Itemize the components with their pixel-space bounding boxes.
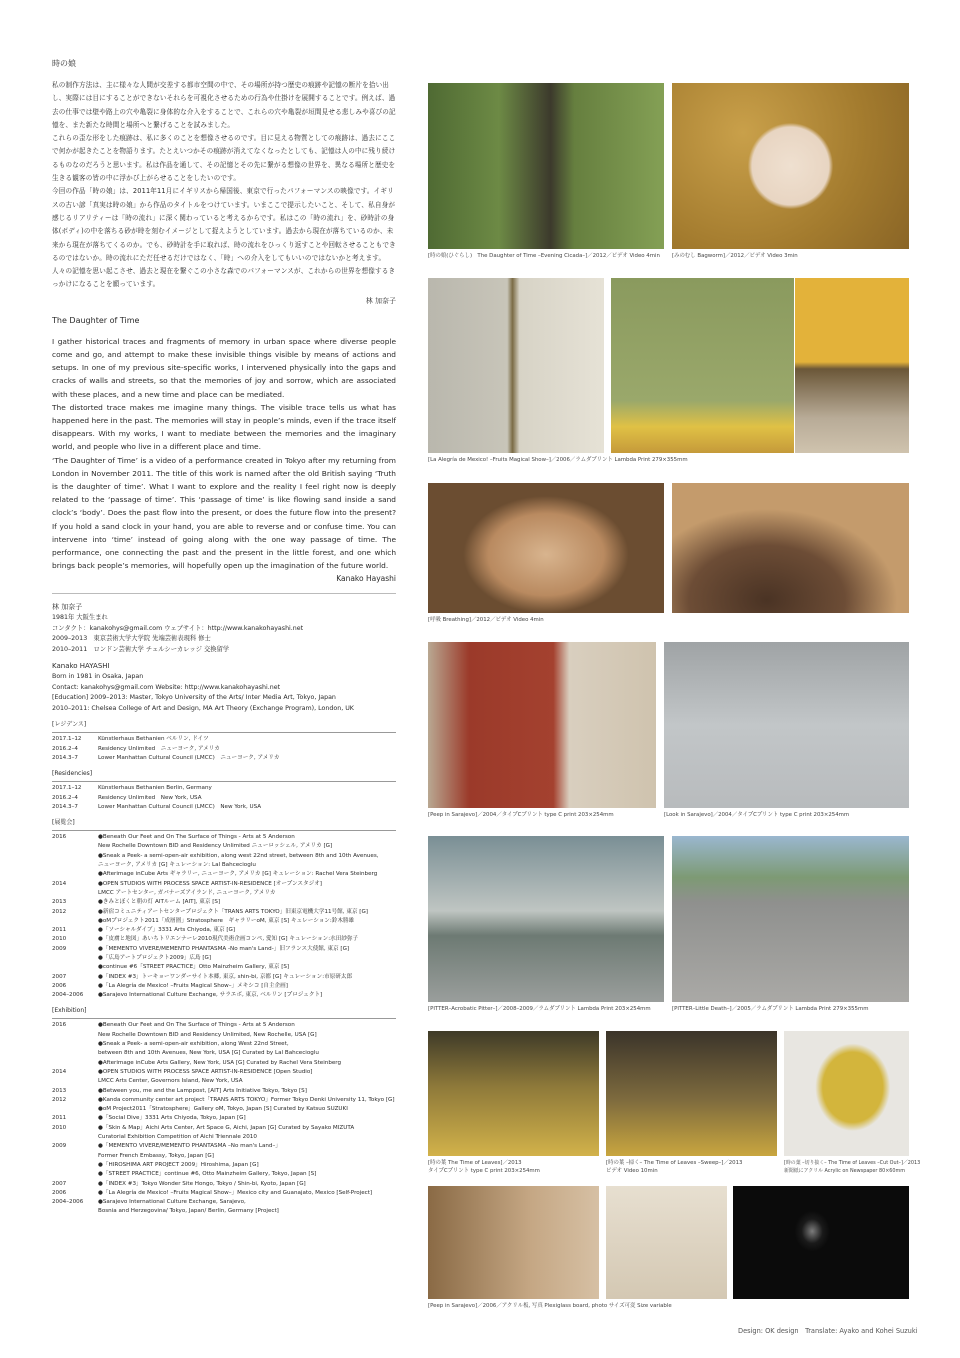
photo-fruits-2 <box>611 278 794 453</box>
cv-year: 2013 <box>52 899 67 906</box>
cv-year: 2014 <box>52 880 67 887</box>
cv-year <box>52 1161 98 1170</box>
cv-entry: ●「広島アートプロジェクト2009」広島 [G] <box>98 954 212 961</box>
cv-row <box>52 991 396 1000</box>
cv-row <box>52 1096 396 1105</box>
cv-year: 2009 <box>52 1143 67 1150</box>
bio-jp <box>52 602 396 655</box>
cv-row <box>52 917 396 926</box>
section-title: [Exhibition] <box>52 1007 87 1015</box>
cv-row <box>52 1124 396 1133</box>
cv-year <box>52 1105 98 1114</box>
cv-year: 2006 <box>52 1189 67 1196</box>
caption: [La Alegría de Mexico! –Fruits Magical Show–]／2006／ラムダプリント Lambda Print 279×355mm <box>428 457 688 463</box>
cv-row <box>52 945 396 954</box>
cv-entry: ●「La Alegría de Mexico! –Fruits Magical Show–」メキシコ [自主企画] <box>98 982 288 989</box>
bio-line: Contact: kanakohys@gmail.com Website: http://www.kanakohayashi.net <box>52 683 281 691</box>
divider <box>52 593 396 594</box>
cv-year <box>52 852 98 861</box>
cv-year <box>52 861 98 870</box>
photo-peep-installation-1 <box>428 1186 599 1299</box>
photo-fruits-1 <box>428 278 604 453</box>
cv-entry: LMCC Arts Center, Governors Island, New York, USA <box>98 1078 243 1085</box>
cv-row <box>52 1021 396 1030</box>
cv-entry: ●「皮膚と地図」あいちトリエンナーレ2010現代美術企画コンペ, 愛知 [G] キュレーション:水田紗弥子 <box>98 936 359 943</box>
cv-entry: ●新宿コミュニティアートセンタープロジェクト「TRANS ARTS TOKYO」旧東京電機大学11号館, 東京 [G] <box>98 908 368 915</box>
cv-entry: between 8th and 10th Avenues, New York, USA [G] Curated by Lal Bahcecioglu <box>98 1050 319 1057</box>
cv-year <box>52 889 98 898</box>
photo-peep-installation-3 <box>733 1186 909 1299</box>
cv-row <box>52 852 396 861</box>
en-statement <box>52 335 396 573</box>
photo-evening-cicada <box>428 83 664 249</box>
cv-entry: Former French Embassy, Tokyo, Japan [G] <box>98 1152 214 1159</box>
text-column <box>52 58 396 1217</box>
section-title: [レジデンス] <box>52 721 87 729</box>
cv-row <box>52 1207 396 1216</box>
cv-entry: ●「ソーシャルダイブ」3331 Arts Chiyoda, 東京 [G] <box>98 927 236 934</box>
photo-fruits-3 <box>795 278 909 453</box>
cv-year: 2013 <box>52 1087 67 1094</box>
bio-line: 1981年 大阪生まれ <box>52 614 108 621</box>
cv-entry: Curatorial Exhibition Competition of Aichi Triennale 2010 <box>98 1134 257 1141</box>
cv-entry: Residency Unlimited New York, USA <box>98 794 202 801</box>
cv-entry: ●「INDEX #3」Tokyo Wonder Site Hongo, Tokyo / Shin-bi, Kyoto, Japan [G] <box>98 1180 306 1187</box>
cv-entry: ●Sneak a Peek- a semi-open-air exhibition, along west 22nd street, between 8th and 10th Avenues, <box>98 852 379 859</box>
artist-name-en: Kanako HAYASHI <box>52 662 110 671</box>
cv-entry: ●Afterimage inCube Arts ギャラリー, ニューヨーク, アメリカ [G] キュレーション: Rachel Vera Steinberg <box>98 871 378 878</box>
en-title: The Daughter of Time <box>52 315 140 325</box>
cv-row <box>52 1198 396 1207</box>
photo-breathing-1 <box>428 483 664 613</box>
cv-row <box>52 926 396 935</box>
cv-entry: LMCC アートセンター, ガバナーズアイランド, ニューヨーク, アメリカ <box>98 889 276 896</box>
photo-little-death <box>672 836 909 1002</box>
cv-entry: New Rochelle Downtown BID and Residency Unlimited ニューロッシェル, アメリカ [G] <box>98 843 333 850</box>
cv-year <box>52 1133 98 1142</box>
photo-bagworm <box>672 83 909 249</box>
cv-entry: ●continue #6「STREET PRACTICE」Otto Mainzheim Gallery, 東京 [S] <box>98 964 290 971</box>
cv-entry: ●Kanda community center art project「TRANS ARTS TOKYO」Former Tokyo Denki University 11, Tokyo [G] <box>98 1096 395 1103</box>
cv-row <box>52 794 396 803</box>
cv-row <box>52 982 396 991</box>
caption: ビデオ Video 10min <box>606 1168 658 1174</box>
photo-look-sarajevo <box>664 642 909 808</box>
cv-entry: ●「STREET PRACTICE」continue #6, Otto Mainzheim Gallery, Tokyo, Japan [S] <box>98 1171 317 1178</box>
cv-row <box>52 889 396 898</box>
bio-line: 2009–2013 東京芸術大学大学院 先端芸術表現科 修士 <box>52 635 211 643</box>
cv-year: 2006 <box>52 982 67 989</box>
cv-year <box>52 1031 98 1040</box>
cv-row <box>52 1180 396 1189</box>
cv-year <box>52 1077 98 1086</box>
cv-row <box>52 1068 396 1077</box>
cv-year: 2011 <box>52 927 67 934</box>
cv-year: 2014 <box>52 1068 67 1075</box>
cv-entry: ●OPEN STUDIOS WITH PROCESS SPACE ARTIST-IN-RESIDENCE [オープンスタジオ] <box>98 880 322 887</box>
cv-year: 2014.3–7 <box>52 803 78 810</box>
section-title: [展覧会] <box>52 819 75 827</box>
cv-entry: ●oM Project2011「Stratosphere」Gallery oM, Tokyo, Japan [S] Curated by Katsuo SUZUKI <box>98 1106 348 1113</box>
cv-row <box>52 1114 396 1123</box>
cv-entry: Lower Manhattan Cultural Council (LMCC) New York, USA <box>98 803 262 810</box>
en-paragraph: The distorted trace makes me imagine many things. The visible trace tells us what has happened here in the past. The memories will stay in people’s minds, even if the trace itself disappears. With my works, I want to mediate between the memories and the imaginary world, and people who live in a different place and time. <box>52 402 396 452</box>
caption: [みのむし Bagworm]／2012／ビデオ Video 3min <box>672 253 798 259</box>
cv-row <box>52 1077 396 1086</box>
cv-year: 2011 <box>52 1115 67 1122</box>
photo-sweep <box>606 1031 777 1156</box>
bio-line: 2010–2011 ロンドン芸術大学 チェルシーカレッジ 交換留学 <box>52 645 230 653</box>
bio-line: 2010–2011: Chelsea College of Art and Design, MA Art Theory (Exchange Program), London, UK <box>52 704 354 712</box>
caption: [時の葉 –掃く– The Time of Leaves –Sweep–]／2013 <box>606 1160 743 1166</box>
cv-year <box>52 1170 98 1179</box>
jp-paragraph: これらの歪な形をした痕跡は、私に多くのことを想像させるのです。目に見える物質としての痕跡は、過去にここで何かが起きたことを物語ります。たとえいつかその痕跡が消えてなくなったとしても、記憶は人の中に残り続けるものなのだろうと思います。私は作品を通して、その記憶とその先に繋がる想像の世界を、異なる場所と歴史を生きる観客の皆の中に浮かび上がらせることをしたいのです。 <box>52 134 396 183</box>
caption: 新聞紙にアクリル Acrylic on Newspaper 80×60mm <box>784 1168 906 1174</box>
cv-entry: ●Beneath Our Feet and On The Surface of Things - Arts at 5 Anderson <box>98 1022 295 1029</box>
section-rule <box>52 1018 396 1019</box>
cv-entry: ●OPEN STUDIOS WITH PROCESS SPACE ARTIST-IN-RESIDENCE [Open Studio] <box>98 1068 313 1075</box>
cv-year <box>52 842 98 851</box>
section-rule <box>52 830 396 831</box>
cv-row <box>52 735 396 744</box>
cv-year <box>52 1049 98 1058</box>
en-signature: Kanako Hayashi <box>336 574 396 584</box>
cv-year: 2016.2–4 <box>52 745 78 752</box>
cv-year <box>52 963 98 972</box>
caption: [PITTER–Little Death–]／2005／ラムダプリント Lambda Print 279×355mm <box>672 1006 869 1012</box>
cv-row <box>52 1189 396 1198</box>
cv-row <box>52 973 396 982</box>
cv-entry: Lower Manhattan Cultural Council (LMCC) ニューヨーク, アメリカ <box>98 754 280 761</box>
cv-entry: Künstlerhaus Bethanien ベルリン, ドイツ <box>98 736 209 743</box>
cv-year: 2016 <box>52 1022 67 1029</box>
jp-statement <box>52 79 396 292</box>
photo-breathing-2 <box>672 483 909 613</box>
cv-entry: ●Afterimage inCube Arts Gallery, New York, USA [G] Curated by Rachel Vera Steinberg <box>98 1059 342 1066</box>
caption: [時の葉 –切り抜く– The Time of Leaves –Cut Out–]／2013 <box>784 1160 921 1166</box>
jp-title: 時の娘 <box>52 59 76 68</box>
caption: [PITTER–Acrobatic Pitter–]／2008–2009／ラムダプリント Lambda Print 203×254mm <box>428 1006 651 1012</box>
cv-year: 2004–2006 <box>52 992 84 999</box>
cv-year <box>52 917 98 926</box>
cv-row <box>52 803 396 812</box>
cv-year <box>52 1152 98 1161</box>
cv-year: 2007 <box>52 1180 67 1187</box>
cv-entry: ●Beneath Our Feet and On The Surface of Things - Arts at 5 Anderson <box>98 834 295 841</box>
cv-entry: New Rochelle Downtown BID and Residency Unlimited, New Rochelle, USA [G] <box>98 1031 317 1038</box>
cv-year: 2016 <box>52 834 67 841</box>
cv-entry: ●「MEMENTO VIVERE/MEMENTO PHANTASMA –No man's Land–」 <box>98 1143 281 1150</box>
cv-year: 2007 <box>52 973 67 980</box>
cv-row <box>52 784 396 793</box>
cv-entry: Residency Unlimited ニューヨーク, アメリカ <box>98 745 220 752</box>
cv-year <box>52 870 98 879</box>
cv-entry: ●きみとぼくと朝の灯 AITルーム [AIT], 東京 [S] <box>98 899 221 906</box>
cv-row <box>52 1087 396 1096</box>
cv-year: 2004–2006 <box>52 1199 84 1206</box>
cv-row <box>52 1170 396 1179</box>
caption: [Look in Sarajevo]／2004／タイプCプリント type C print 203×254mm <box>664 812 850 818</box>
credits: Design: OK design Translate: Ayako and Kohei Suzuki <box>738 1327 918 1335</box>
cv-entry: ●Between you, me and the Lamppost, [AIT] Arts Initiative Tokyo, Tokyo [S] <box>98 1087 307 1094</box>
cv-entry: ●「Social Dive」3331 Arts Chiyoda, Tokyo, Japan [G] <box>98 1115 246 1122</box>
cv-row <box>52 833 396 842</box>
bio-en <box>52 661 396 714</box>
cv-entry: ニューヨーク, アメリカ [G] キュレーション: Lal Bahcecioglu <box>98 862 256 869</box>
caption: [Peep in Sarajevo]／2004／タイプCプリント type C print 203×254mm <box>428 812 614 818</box>
caption: タイプCプリント type C print 203×254mm <box>428 1168 540 1174</box>
cv-row <box>52 1142 396 1151</box>
cv-row <box>52 880 396 889</box>
section-rule <box>52 732 396 733</box>
cv-entry: ●「La Alegría de Mexico! –Fruits Magical Show–」Mexico city and Guanajato, Mexico [Self-Project] <box>98 1189 373 1196</box>
photo-peep-sarajevo <box>428 642 656 808</box>
cv-year: 2012 <box>52 908 67 915</box>
cv-entry: ●Sneak a Peek- a semi-open-air exhibition, along West 22nd Street, <box>98 1041 289 1048</box>
cv-row <box>52 963 396 972</box>
jp-paragraph: 今回の作品「時の娘」は、2011年11月にイギリスから帰国後、東京で行ったパフォーマンスの映像です。イギリスの古い諺「真実は時の娘」から作品のタイトルをつけています。いまここで提示したいこと、そして、私自身が感じるリアリティーは「時の流れ」に深く関わっていると考えるからです。私はこの「時の流れ」を、砂時計の身体(ボディ)の中を落ちる砂が時を刻むイメージとして捉えようとしています。過去から現在が落ちているのか、未来から現在が落ちてくるのか。でも、砂時計を手に取れば、時の流れをひっくり返すことや回転させることもできるのではないか。時の流れにただ任せるだけではなく、「時」への介入をしてもいいのではないかと考えます。人々の記憶を思い起こさせ、過去と現在を繋ぐこの小さな森でのパフォーマンスが、これからの世界を想像するきっかけになることを願っています。 <box>52 187 396 289</box>
cv-year: 2014.3–7 <box>52 754 78 761</box>
section-rule <box>52 781 396 782</box>
cv-row <box>52 1031 396 1040</box>
bio-line: コンタクト：kanakohys@gmail.com ウェブサイト：http://www.kanakohayashi.net <box>52 624 304 632</box>
cv-row <box>52 861 396 870</box>
cv-year <box>52 1059 98 1068</box>
cv-row <box>52 1133 396 1142</box>
cv-entry: Bosnia and Herzegovina/ Tokyo, Japan/ Berlin, Germany [Project] <box>98 1208 279 1215</box>
caption: [時の葉 The Time of Leaves]／2013 <box>428 1160 522 1166</box>
cv-row <box>52 1059 396 1068</box>
cv-year: 2017.1–12 <box>52 785 82 792</box>
photo-time-of-leaves <box>428 1031 599 1156</box>
cv-row <box>52 1152 396 1161</box>
cv-row <box>52 1161 396 1170</box>
jp-paragraph: 私の制作方法は、主に様々な人間が交差する都市空間の中で、その場所が持つ歴史の痕跡や記憶の断片を拾い出し、実際には目にすることができないそれらを可視化させるための行為や仕掛けを展開することです。例えば、過去の仕事では壁や路上の穴や亀裂に身体的な介入をすることで、これらの穴や亀裂が垣間見せる悲しみや喜びの記憶を、また新たな時間と場所へと繋げることを試みました。 <box>52 81 396 129</box>
cv-row <box>52 1105 396 1114</box>
en-paragraph: I gather historical traces and fragments of memory in urban space where diverse people come and go, and attempt to make these invisible things visible by means of actions and setups. In one of my previous site-specific works, I intervened physically into the gaps and cracks of walls and streets, so that the memories of joy and sorrow, which are associated with these places, and a new time and place can be mediated. <box>52 336 396 399</box>
artist-name-jp: 林 加奈子 <box>52 603 83 612</box>
cv-entry: ●「HIROSHIMA ART PROJECT 2009」Hiroshima, Japan [G] <box>98 1161 259 1168</box>
cv-entry: ●「INDEX #3」トーキョーワンダーサイト本郷, 東京, shin-bi, 京都 [G] キュレーション:市原研太郎 <box>98 973 353 980</box>
cv-row <box>52 908 396 917</box>
cv-year: 2010 <box>52 936 67 943</box>
cv-row <box>52 935 396 944</box>
cv-year: 2009 <box>52 945 67 952</box>
bio-line: Born in 1981 in Osaka, Japan <box>52 672 144 680</box>
en-paragraph: ‘The Daughter of Time’ is a video of a performance created in Tokyo after my returning from London in November 2011. The title of this work is named after the old British saying ‘Truth is the daughter of time’. What I want to explore and the reality I feel right now is deeply related to the ‘passage of time’. This ‘passage of time’ is like flowing sand inside a sand clock’s ‘body’. Does the past flow into the present, or does the future flow into the present? If you hold a sand clock in your hand, you are able to reverse and or confuse time. You can intervene into ‘time’ instead of going along with the one way passage of time. The performance, one connecting the past and the present in the little forest, and one which brings back people’s memories, will hopefully open up the imagination of the future world. <box>52 455 396 571</box>
cv-year <box>52 954 98 963</box>
cv-row <box>52 745 396 754</box>
cv-row <box>52 1040 396 1049</box>
cv-year: 2010 <box>52 1124 67 1131</box>
cv-entry: ●Sarajevo International Culture Exchange, サラエボ, 東京, ベルリン [プロジェクト] <box>98 992 323 999</box>
cv-row <box>52 842 396 851</box>
cv-entry: ●oMプロジェクト2011「成層圏」Stratosphere ギャラリーoM, 東京 [S] キュレーション:鈴木勝雄 <box>98 917 355 924</box>
cv-row <box>52 754 396 763</box>
photo-acrobatic-pitter <box>428 836 664 1002</box>
cv-year <box>52 1207 98 1216</box>
cv-entry: ●Sarajevo International Culture Exchange, Sarajevo, <box>98 1199 246 1206</box>
section-title: [Residencies] <box>52 770 93 778</box>
photo-cut-out <box>784 1031 909 1156</box>
jp-signature: 林 加奈子 <box>365 296 396 305</box>
photo-peep-installation-2 <box>606 1186 727 1299</box>
cv-year: 2017.1–12 <box>52 736 82 743</box>
caption: [時の娘(ひぐらし) The Daughter of Time –Evening Cicada–]／2012／ビデオ Video 4min <box>428 253 660 259</box>
cv-year: 2012 <box>52 1096 67 1103</box>
cv-entry: Künstlerhaus Bethanien Berlin, Germany <box>98 785 212 792</box>
cv-row <box>52 870 396 879</box>
cv-row <box>52 954 396 963</box>
cv-row <box>52 898 396 907</box>
cv-entry: ●「MEMENTO VIVERE/MEMENTO PHANTASMA -No man's Land-」旧フランス大使館, 東京 [G] <box>98 945 350 952</box>
caption: [Peep in Sarajevo]／2006／アクリル板, 写真 Plexiglass board, photo サイズ可変 Size variable <box>428 1303 672 1309</box>
bio-line: [Education] 2009–2013: Master, Tokyo University of the Arts/ Inter Media Art, Tokyo, Japan <box>52 694 336 702</box>
cv-entry: ●「Skin & Map」Aichi Arts Center, Art Space G, Aichi, Japan [G] Curated by Sayako MIZUTA <box>98 1124 355 1131</box>
cv-year: 2016.2–4 <box>52 794 78 801</box>
caption: [呼吸 Breathing]／2012／ビデオ Video 4min <box>428 617 544 623</box>
cv-row <box>52 1049 396 1058</box>
cv-sections <box>52 720 396 1216</box>
cv-year <box>52 1040 98 1049</box>
